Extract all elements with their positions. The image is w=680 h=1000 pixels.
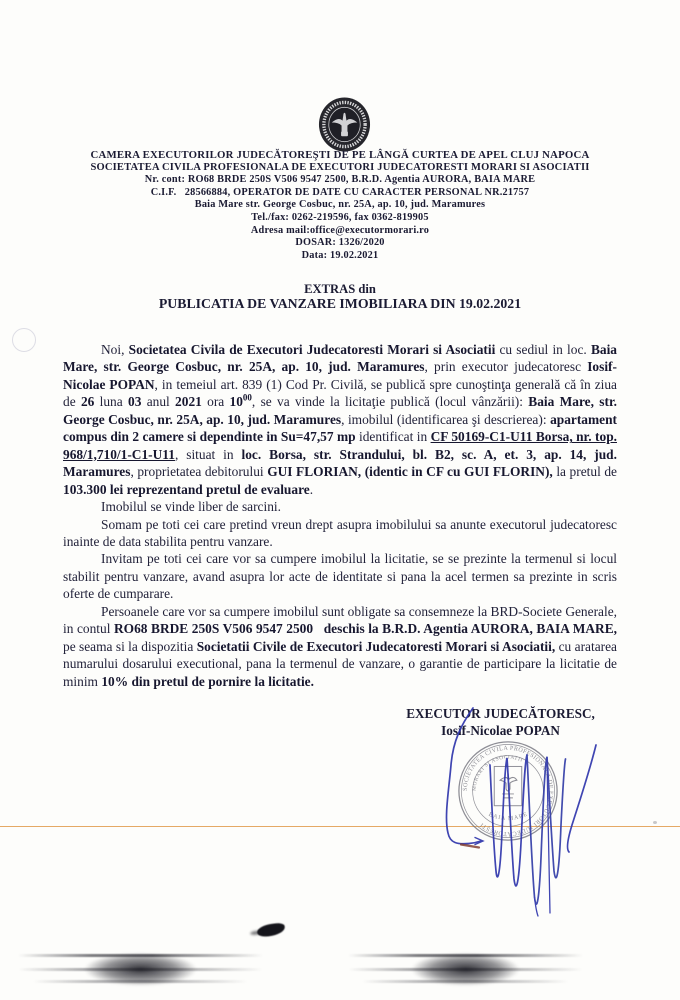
coat-of-arms-emblem-icon [317,96,372,153]
punch-hole [12,328,36,352]
red-ink-tick [461,845,479,848]
letterhead-line: C.I.F. 28566884, OPERATOR DE DATE CU CARACTER PERSONAL NR.21757 [150,186,530,198]
letterhead-line: SOCIETATEA CIVILA PROFESIONALA DE EXECUTORI JUDECATORESTI MORARI SI ASOCIATII [90,161,590,173]
title-line-publicatia: PUBLICATIA DE VANZARE IMOBILIARA DIN 19.02.2021 [158,296,522,311]
title-line-extras: EXTRAS din [304,282,376,296]
letterhead-line: DOSAR: 1326/2020 [295,237,385,249]
letterhead-lines [0,149,680,262]
stamp-ring-text: SOCIETATEA CIVILA PROFESIONALA DE EXECUTORI JUDECĂTOREŞTI [462,745,554,837]
body-paragraph: Invitam pe toti cei care vor sa cumpere imobilul la licitatie, se se prezinte la termenul si locul stabilit pentru vanzare, avand asupra lor acte de identitate si pana la acel termen sa prezinte in scris oferte de cumparare. [63,551,617,602]
stamp-bottom-text: BAIA MARE [487,811,530,823]
body-paragraph: Noi, Societatea Civila de Executori Judecatoresti Morari si Asociatii cu sediul in loc. Baia Mare, str. George Cosbuc, nr. 25A, ap. 10, jud. Maramures, prin executor judecatoresc Iosif-Nicolae POPAN, in temeiul art. 839 (1) Cod Pr. Civilă, se publică spre cunoştinţa generală că în ziua de 26 luna 03 anul 2021 ora $10^{00}$, se va vinde la licitaţie publică (locul vânzării): Baia Mare, str. George Cosbuc, nr. 25A, ap. 10, jud. Maramures, imobilul (identificarea şi descrierea): apartament compus din 2 camere si dependinte in Su=47,57 mp identificat in CF 50169-C1-U11 Borsa, nr. top. 968/1,710/1-C1-U11, situat in loc. Borsa, str. Strandului, bl. B2, sc. A, et. 3, ap. 14, jud. Maramures, proprietatea debitorului GUI FLORIAN, (identic in CF cu GUI FLORIN), la pretul de 103.300 lei reprezentand pretul de evaluare. [63,342,618,497]
letterhead-line: Tel./fax: 0262-219596, fax 0362-819905 [251,211,429,223]
body-text [63,341,617,690]
stamp-inner-ring-text: MORARI SI ASOCIATII [471,754,524,792]
scan-smudge-left [18,938,263,1000]
signature-scrawl [428,703,628,928]
letterhead-line: CAMERA EXECUTORILOR JUDECĂTOREŞTI DE PE LÂNGĂ CURTEA DE APEL CLUJ NAPOCA [90,149,590,161]
letterhead-line: Data: 19.02.2021 [301,249,379,261]
signature-title: EXECUTOR JUDECĂTORESC, [406,706,595,721]
signer-name: Iosif-Nicolae POPAN [441,722,560,738]
letterhead-line: Baia Mare str. George Cosbuc, nr. 25A, ap. 10, jud. Maramures [194,199,486,211]
body-paragraph: Persoanele care vor sa cumpere imobilul sunt obligate sa consemneze la BRD-Societe Generale, in contul RO68 BRDE 250S V506 9547 2500 deschis la B.R.D. Agentia AURORA, BAIA MARE, pe seama si la dispozitia Societatii Civile de Executori Judecatoresti Morari si Asociatii, cu aratarea numarului dosarului executional, pana la termenul de vanzare, o garantie de participare la licitatie de minim 10% din pretul de pornire la licitatie. [63,603,617,689]
ink-blob-artifact [256,922,285,937]
edge-speck [653,821,657,824]
letterhead-line: Nr. cont: RO68 BRDE 250S V506 9547 2500, B.R.D. Agentia AURORA, BAIA MARE [144,174,536,186]
scan-smudge-right [348,938,583,1000]
body-paragraph: Somam pe toti cei care pretind vreun drept asupra imobilului sa anunte executorul judecatoresc inainte de data stabilita pentru vanzare. [63,516,617,549]
letterhead-line: Adresa mail:office@executormorari.ro [250,224,430,236]
document-title [0,282,680,312]
body-paragraph: Imobilul se vinde liber de sarcini. [101,499,281,515]
